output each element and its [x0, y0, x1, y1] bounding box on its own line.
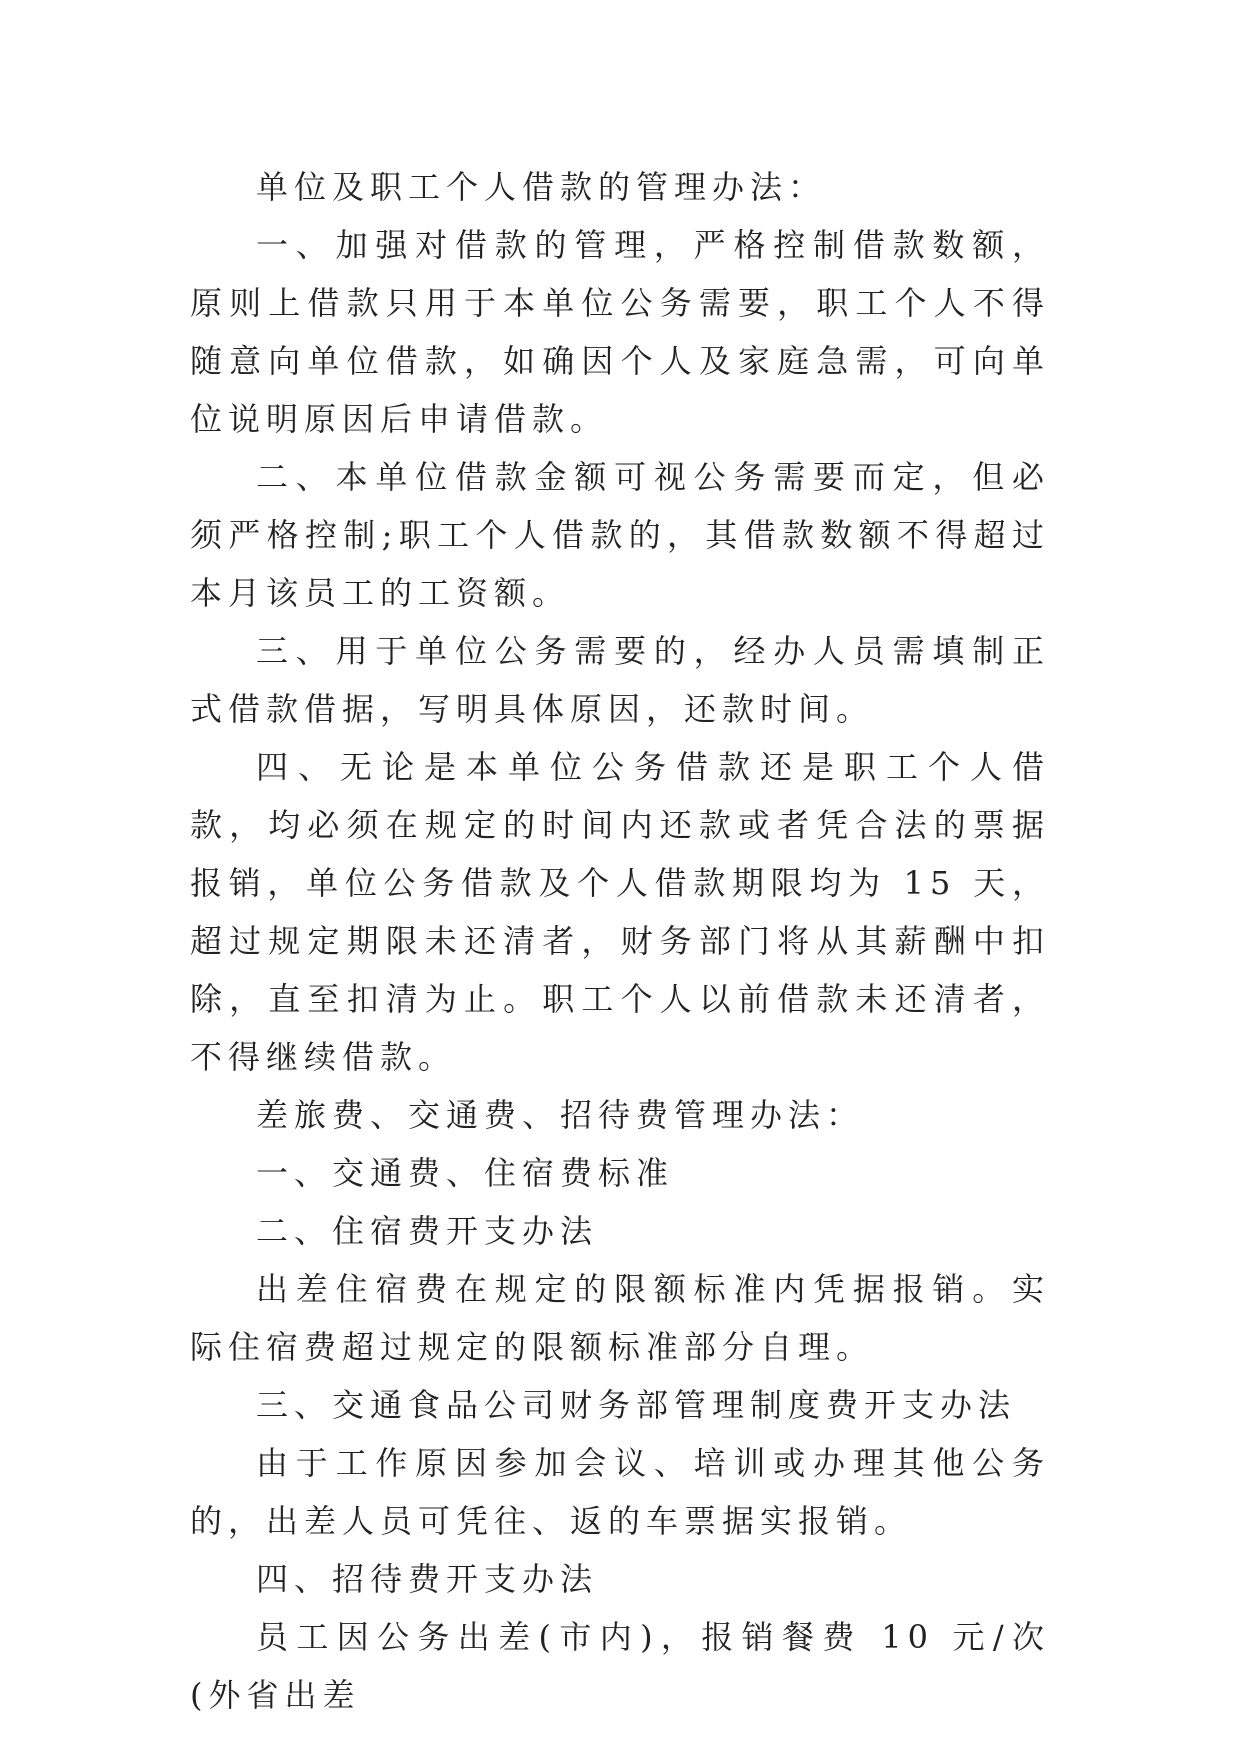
- document-body: [190, 158, 1050, 1724]
- paragraph-lodging-expense-method: 二、住宿费开支办法: [256, 1212, 599, 1250]
- paragraph-ticket-reimbursement: 由于工作原因参加会议、培训或办理其他公务的，出差人员可凭往、返的车票据实报销。: [190, 1444, 1050, 1540]
- paragraph-loan-rule-1: 一、加强对借款的管理，严格控制借款数额，原则上借款只用于本单位公务需要，职工个人不得随意向单位借款，如确因个人及家庭急需，可向单位说明原因后申请借款。: [190, 226, 1050, 438]
- paragraph-loan-rule-4: 四、无论是本单位公务借款还是职工个人借款，均必须在规定的时间内还款或者凭合法的票据报销，单位公务借款及个人借款期限均为 15 天，超过规定期限未还清者，财务部门将从其薪酬中扣除，直至扣清为止。职工个人以前借款未还清者，不得继续借款。: [190, 748, 1050, 1076]
- paragraph-meal-reimbursement: 员工因公务出差(市内)，报销餐费 10 元/次(外省出差: [190, 1618, 1050, 1714]
- paragraph-lodging-reimbursement: 出差住宿费在规定的限额标准内凭据报销。实际住宿费超过规定的限额标准部分自理。: [190, 1270, 1050, 1366]
- heading-loan-management: 单位及职工个人借款的管理办法：: [256, 168, 827, 206]
- heading-travel-expense-management: 差旅费、交通费、招待费管理办法：: [256, 1096, 865, 1134]
- paragraph-transport-expense-method: 三、交通食品公司财务部管理制度费开支办法: [256, 1386, 1017, 1424]
- paragraph-loan-rule-3: 三、用于单位公务需要的，经办人员需填制正式借款借据，写明具体原因，还款时间。: [190, 632, 1050, 728]
- paragraph-entertainment-expense-method: 四、招待费开支办法: [256, 1560, 599, 1598]
- paragraph-transport-lodging-standard: 一、交通费、住宿费标准: [256, 1154, 675, 1192]
- paragraph-loan-rule-2: 二、本单位借款金额可视公务需要而定，但必须严格控制;职工个人借款的，其借款数额不得超过本月该员工的工资额。: [190, 458, 1050, 612]
